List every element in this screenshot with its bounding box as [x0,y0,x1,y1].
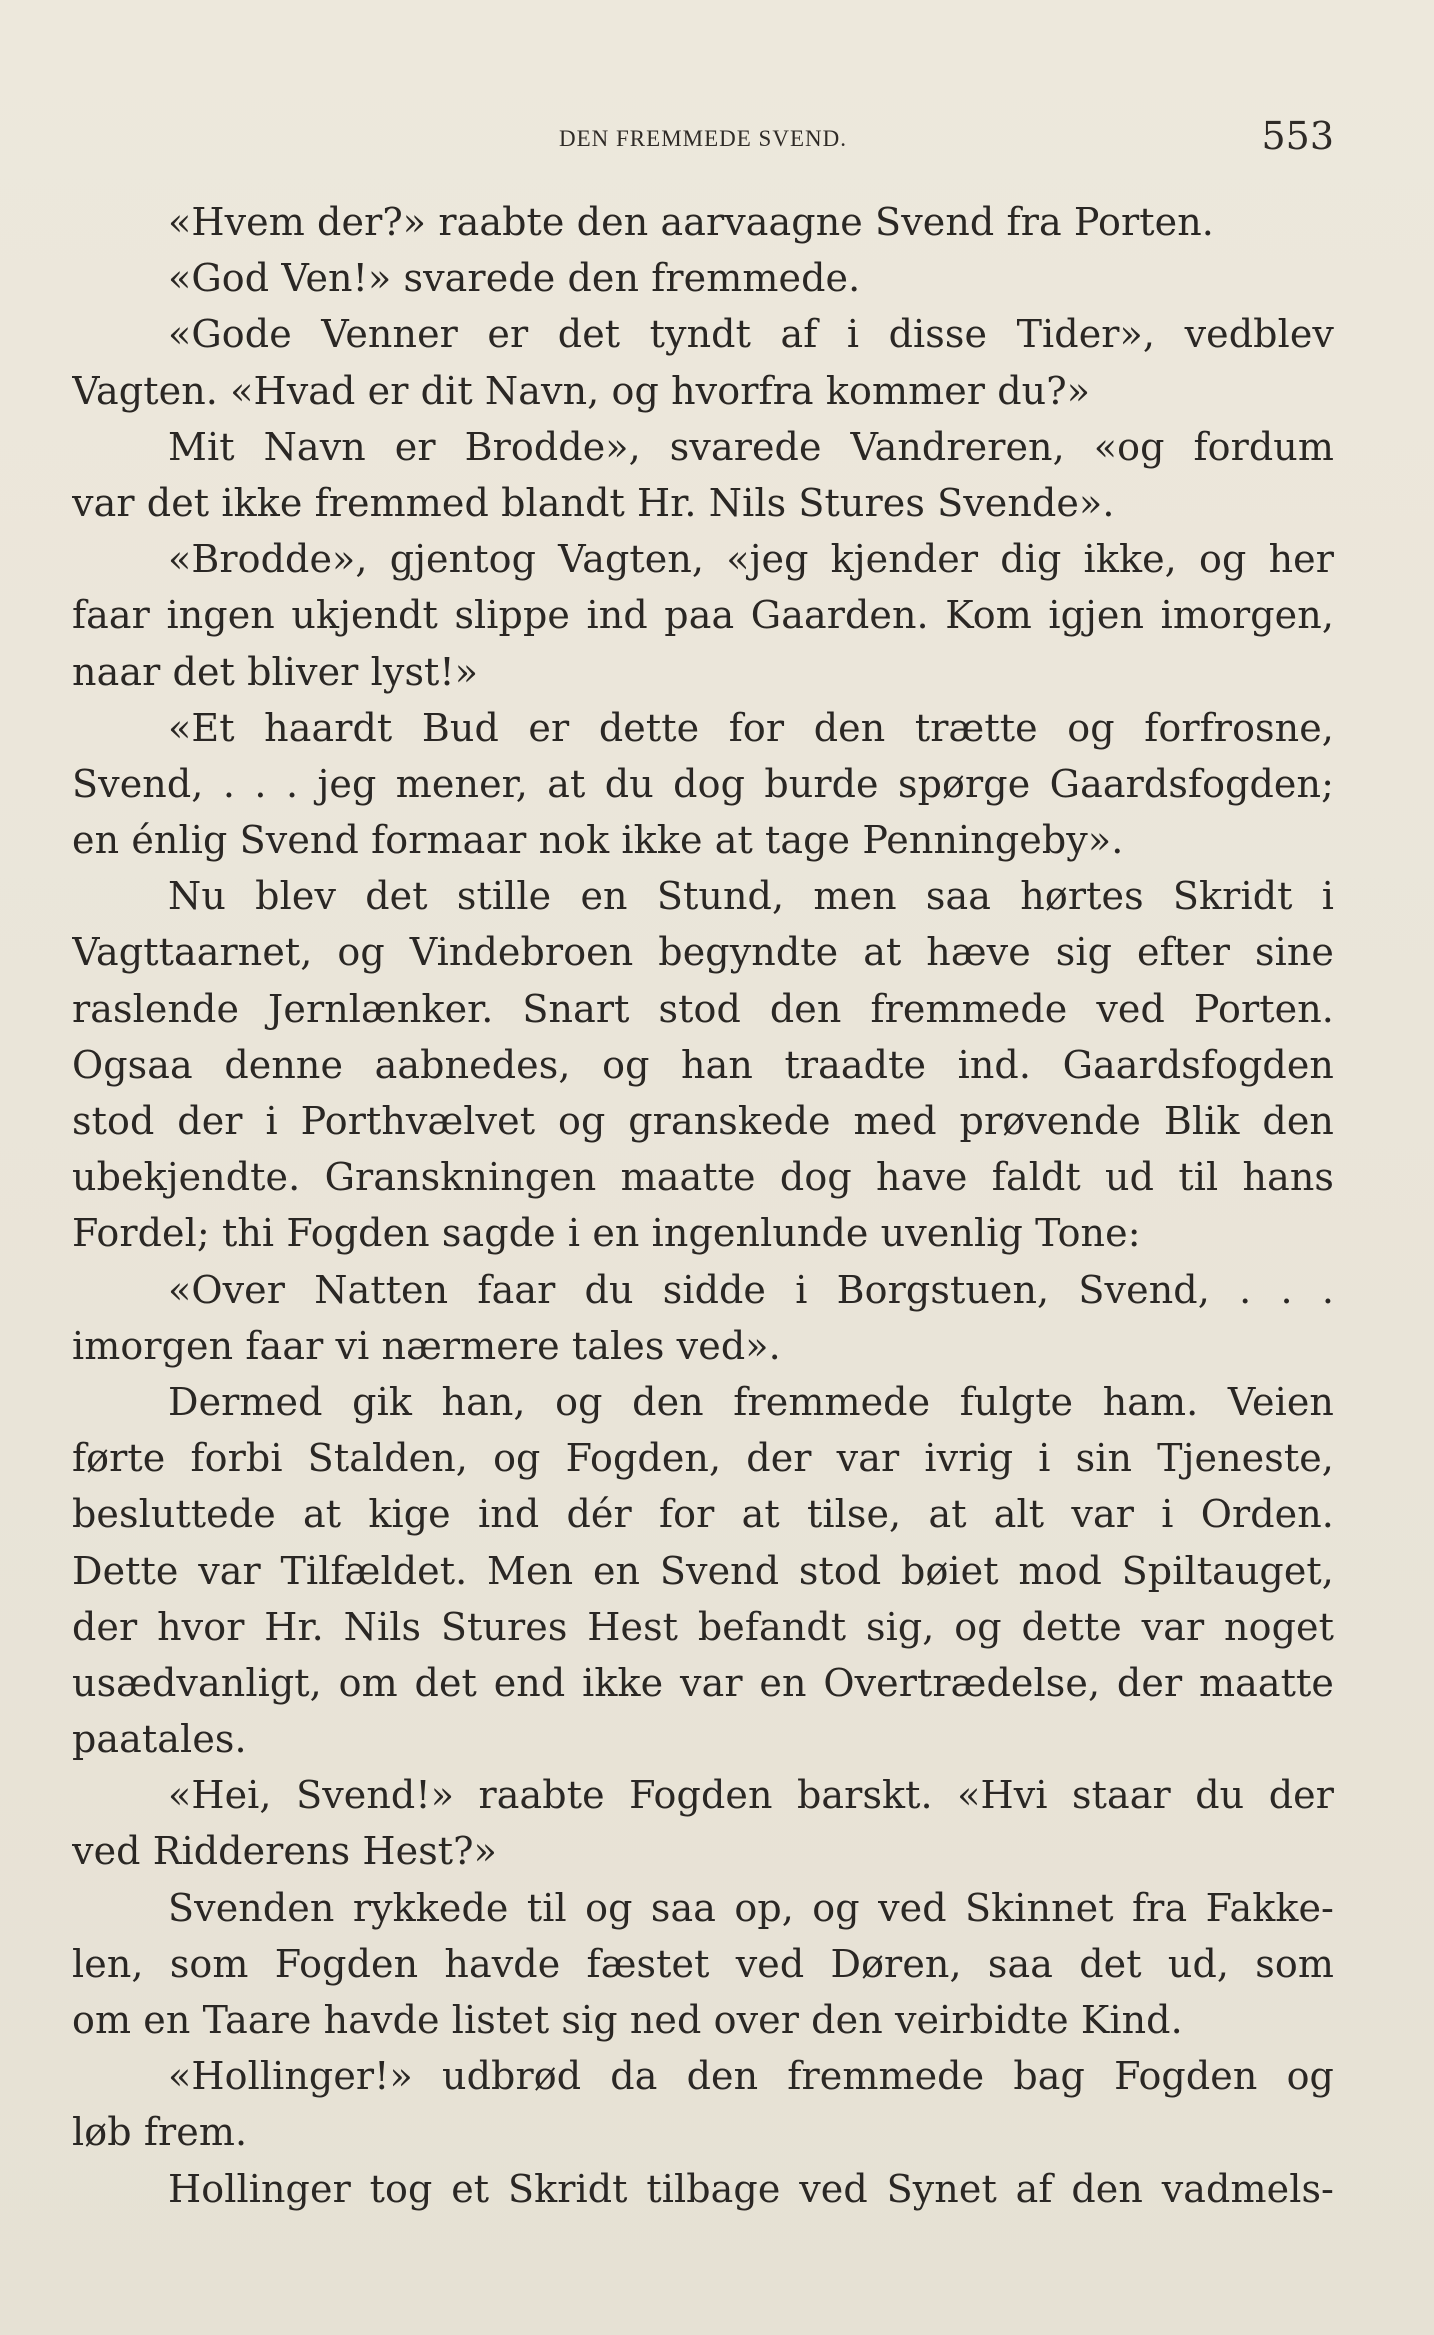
text-line: «Hvem der?» raabte den aarvaagne Svend fra Porten. [168,200,1214,244]
text-line: førte forbi Stalden, og Fogden, der var ivrig i sin Tjeneste, [72,1436,1334,1481]
text-line: ubekjendte. Granskningen maatte dog have faldt ud til hans [72,1155,1334,1200]
text-line: Ogsaa denne aabnedes, og han traadte ind. Gaardsfogden [72,1042,1334,1087]
running-head [72,114,1334,158]
text-line: «Hollinger!» udbrød da den fremmede bag Fogden og [168,2054,1334,2099]
text-line: løb frem. [72,2110,248,2155]
page-number: 553 [1261,114,1334,158]
text-line: «God Ven!» svarede den fremmede. [168,256,861,301]
text-line: Svend, . . . jeg mener, at du dog burde spørge Gaardsfogden; [72,761,1334,806]
text-line: en énlig Svend formaar nok ikke at tage Penningeby». [72,818,1124,863]
text-line: imorgen faar vi nærmere tales ved». [72,1323,781,1368]
text-line: Svenden rykkede til og saa op, og ved Skinnet fra Fakke- [168,1885,1334,1930]
text-line: ved Ridderens Hest?» [72,1829,497,1874]
text-line: Vagten. «Hvad er dit Navn, og hvorfra kommer du?» [72,368,1091,413]
text-line: faar ingen ukjendt slippe ind paa Gaarden. Kom igjen imorgen, [72,593,1334,638]
text-line: paatales. [72,1717,247,1762]
text-line: Hollinger tog et Skridt tilbage ved Synet af den vadmels- [168,2166,1334,2211]
text-line: Nu blev det stille en Stund, men saa hørtes Skridt i [168,874,1334,919]
text-line: «Brodde», gjentog Vagten, «jeg kjender dig ikke, og her [168,537,1334,582]
text-line: Mit Navn er Brodde», svarede Vandreren, «og fordum [168,424,1334,469]
text-line: usædvanligt, om det end ikke var en Overtrædelse, der maatte [72,1660,1334,1705]
body-text [72,194,1334,2217]
text-line: Dette var Tilfældet. Men en Svend stod bøiet mod Spiltauget, [72,1548,1334,1593]
text-line: der hvor Hr. Nils Stures Hest befandt sig, og dette var noget [72,1604,1334,1649]
text-line: len, som Fogden havde fæstet ved Døren, saa det ud, som [72,1941,1334,1986]
text-line: naar det bliver lyst!» [72,649,479,694]
text-line: raslende Jernlænker. Snart stod den fremmede ved Porten. [72,986,1334,1031]
text-line: «Over Natten faar du sidde i Borgstuen, Svend, . . . [168,1267,1334,1312]
text-line: Fordel; thi Fogden sagde i en ingenlunde uvenlig Tone: [72,1211,1141,1256]
text-line: stod der i Porthvælvet og granskede med prøvende Blik den [72,1099,1334,1143]
text-line: besluttede at kige ind dér for at tilse, at alt var i Orden. [72,1492,1334,1537]
text-line: «Et haardt Bud er dette for den trætte og forfrosne, [168,705,1334,750]
text-line: Dermed gik han, og den fremmede fulgte ham. Veien [168,1379,1334,1424]
text-line: var det ikke fremmed blandt Hr. Nils Stures Svende». [72,480,1115,525]
text-line: «Gode Venner er det tyndt af i disse Tider», vedblev [168,312,1334,357]
text-line: «Hei, Svend!» raabte Fogden barskt. «Hvi staar du der [168,1773,1334,1818]
text-line: om en Taare havde listet sig ned over den veirbidte Kind. [72,1998,1183,2042]
running-title: DEN FREMMEDE SVEND. [559,126,847,151]
text-line: Vagttaarnet, og Vindebroen begyndte at hæve sig efter sine [72,930,1334,975]
